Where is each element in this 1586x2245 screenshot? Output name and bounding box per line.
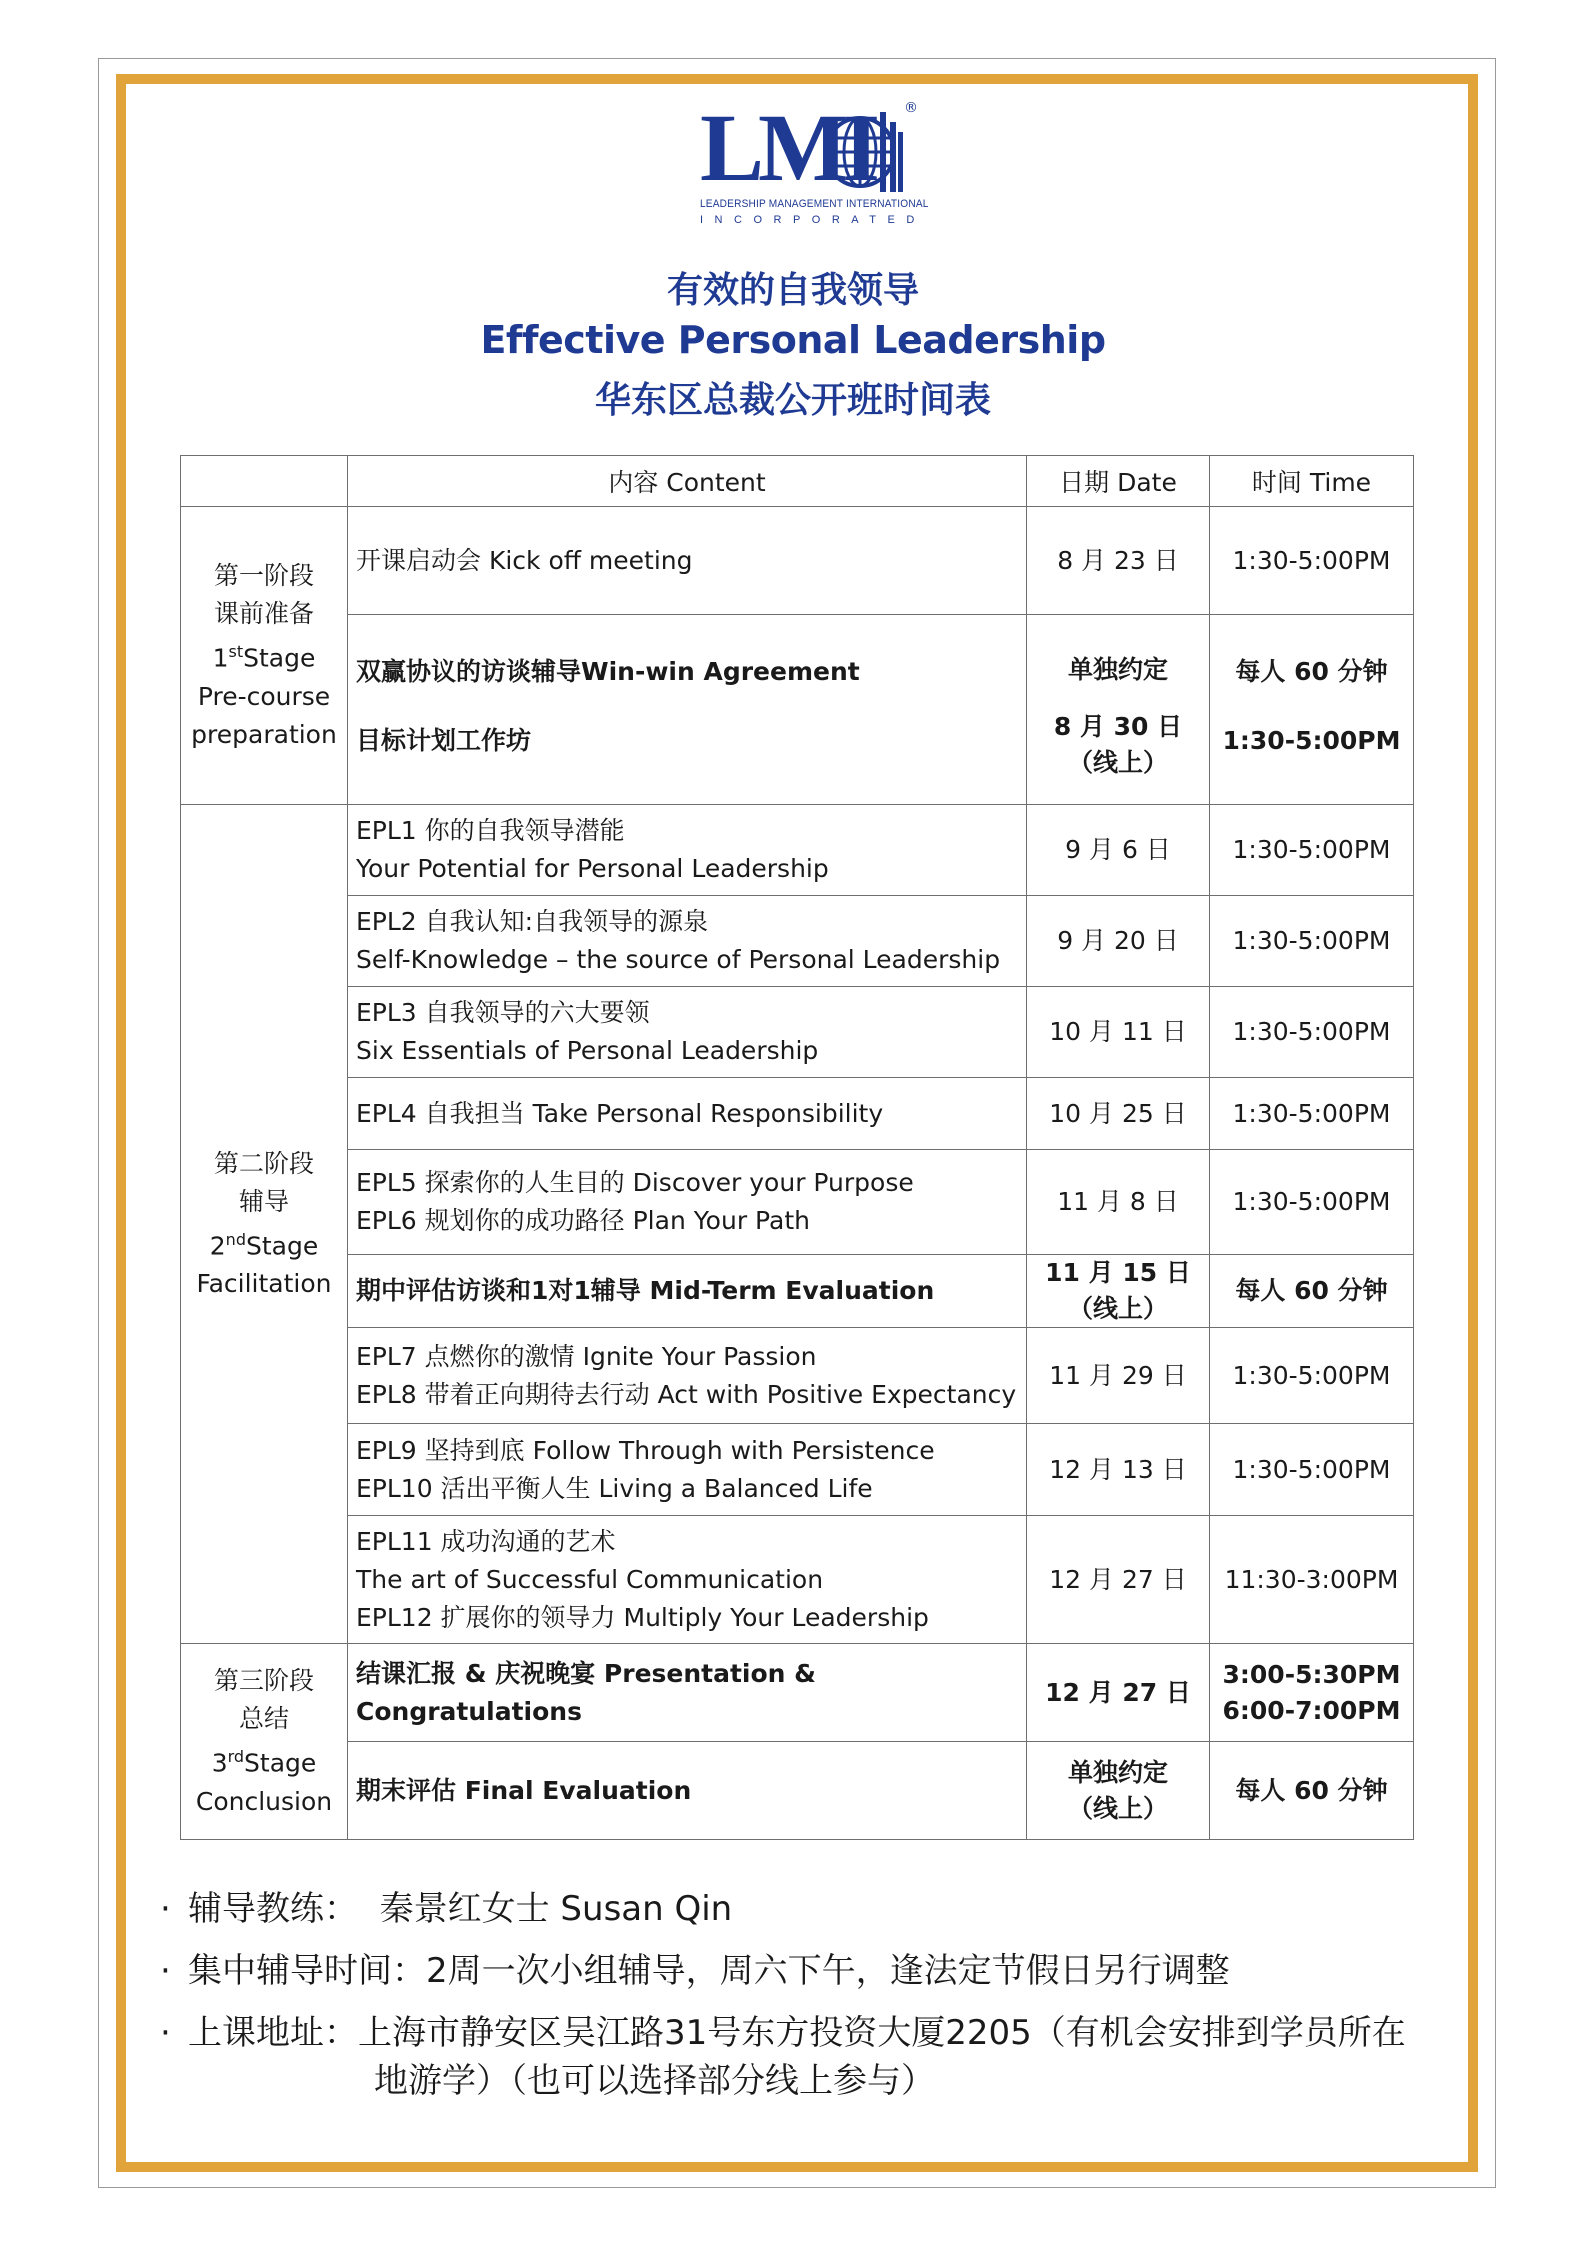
note-label: 上课地址： (188, 2013, 358, 2053)
table-row (181, 507, 1414, 615)
time-line: 1:30-5:00PM (1232, 1017, 1391, 1046)
content-line: Six Essentials of Personal Leadership (356, 1036, 819, 1065)
stage-3-cell (181, 1644, 348, 1840)
row-date (1027, 1328, 1210, 1424)
stage-word: Stage (245, 1231, 319, 1261)
time-line: 1:30-5:00PM (1232, 1454, 1391, 1484)
row-date (1027, 615, 1210, 805)
content-line: Your Potential for Personal Leadership (356, 854, 829, 883)
content-line: 期中评估访谈和1对1辅导 Mid-Term Evaluation (356, 1276, 935, 1305)
table-row (181, 805, 1414, 896)
content-line: EPL11 成功沟通的艺术 (356, 1526, 616, 1556)
row-time (1210, 1255, 1414, 1328)
stage-cn-desc: 课前准备 (213, 599, 314, 629)
table-row (181, 1328, 1414, 1424)
row-time (1210, 805, 1414, 896)
stage-1-cell (181, 507, 348, 805)
globe-icon (824, 108, 904, 194)
content-line: EPL6 规划你的成功路径 Plan Your Path (356, 1206, 810, 1235)
time-line: 每人 60 分钟 (1235, 656, 1388, 686)
row-content (348, 805, 1027, 896)
content-line: 目标计划工作坊 (356, 725, 532, 755)
note-label: 辅导教练： (188, 1889, 358, 1929)
row-content (348, 1255, 1027, 1328)
row-date (1027, 1516, 1210, 1644)
header-content: 内容 Content (348, 456, 1027, 507)
stage-cn-name: 第一阶段 (213, 561, 314, 591)
table-row (181, 615, 1414, 805)
content-line: EPL1 你的自我领导潜能 (356, 816, 625, 845)
row-content (348, 1644, 1027, 1742)
table-row (181, 1742, 1414, 1840)
bullet-icon: · (160, 2013, 171, 2053)
stage-cn-name: 第三阶段 (213, 1666, 314, 1696)
stage-en-desc2: preparation (191, 719, 337, 749)
content-line: 期末评估 Final Evaluation (356, 1775, 692, 1805)
header-date: 日期 Date (1027, 456, 1210, 507)
date-line: （线上） (1067, 1793, 1168, 1823)
content-line: Self-Knowledge – the source of Personal Leadership (356, 945, 1001, 974)
row-time (1210, 896, 1414, 987)
time-line: 每人 60 分钟 (1235, 1276, 1388, 1305)
content-line: EPL12 扩展你的领导力 Multiply Your Leadership (356, 1602, 929, 1632)
date-line: 单独约定 (1067, 1757, 1168, 1787)
stage-en-label (181, 633, 347, 677)
table-row (181, 1255, 1414, 1328)
stage-num: 2 (209, 1231, 226, 1261)
row-time (1210, 1150, 1414, 1255)
note-value: 2周一次小组辅导，周六下午，逢法定节假日另行调整 (426, 1951, 1230, 1991)
stage-word: Stage (244, 1748, 317, 1778)
stage-num: 1 (212, 643, 229, 673)
date-line: 11 月 29 日 (1049, 1360, 1187, 1390)
time-line: 11:30-3:00PM (1224, 1564, 1399, 1594)
row-time (1210, 1644, 1414, 1742)
note-schedule (160, 1947, 1406, 2009)
note-value-continued: 地游学）（也可以选择部分线上参与） (374, 2061, 935, 2101)
row-content (348, 507, 1027, 615)
content-line: EPL3 自我领导的六大要领 (356, 998, 650, 1027)
date-line: 单独约定 (1067, 654, 1168, 684)
stage-num: 3 (211, 1748, 228, 1778)
time-line: 1:30-5:00PM (1232, 926, 1391, 955)
table-row (181, 987, 1414, 1078)
row-content (348, 1424, 1027, 1516)
time-line: 每人 60 分钟 (1235, 1775, 1388, 1805)
row-date (1027, 1424, 1210, 1516)
bullet-icon: · (160, 1951, 171, 1991)
row-time (1210, 1516, 1414, 1644)
title-cn: 有效的自我领导 (666, 270, 919, 311)
bullet-icon: · (160, 1889, 171, 1929)
row-content (348, 615, 1027, 805)
time-line: 1:30-5:00PM (1232, 835, 1391, 864)
content-line: EPL8 带着正向期待去行动 Act with Positive Expectancy (356, 1379, 1017, 1409)
time-line: 1:30-5:00PM (1232, 1360, 1391, 1390)
row-content (348, 1078, 1027, 1150)
stage-suffix: nd (225, 1229, 246, 1249)
content-line: The art of Successful Communication (356, 1564, 824, 1594)
content-line: 双赢协议的访谈辅导Win-win Agreement (356, 656, 860, 686)
table-row (181, 1644, 1414, 1742)
stage-en-label (181, 1738, 347, 1782)
date-line: （线上） (1067, 747, 1168, 777)
date-line: 12 月 13 日 (1049, 1454, 1187, 1484)
time-line: 1:30-5:00PM (1232, 545, 1391, 575)
header-stage (181, 456, 348, 507)
date-line: 12 月 27 日 (1045, 1677, 1191, 1707)
date-line: 11 月 8 日 (1057, 1187, 1179, 1216)
date-line: 10 月 11 日 (1049, 1017, 1187, 1046)
row-time (1210, 987, 1414, 1078)
date-line: 10 月 25 日 (1049, 1098, 1187, 1128)
table-row (181, 1150, 1414, 1255)
row-time (1210, 507, 1414, 615)
date-line: （线上） (1067, 1294, 1168, 1323)
date-line: 9 月 20 日 (1057, 926, 1179, 955)
stage-2-cell (181, 805, 348, 1644)
row-date (1027, 1078, 1210, 1150)
row-date (1027, 1150, 1210, 1255)
row-content (348, 1742, 1027, 1840)
row-date (1027, 1644, 1210, 1742)
content-line: EPL9 坚持到底 Follow Through with Persistence (356, 1435, 935, 1465)
date-line: 8 月 23 日 (1057, 545, 1179, 575)
row-date (1027, 987, 1210, 1078)
date-line: 9 月 6 日 (1065, 835, 1171, 864)
row-content (348, 987, 1027, 1078)
content-line: EPL2 自我认知:自我领导的源泉 (356, 907, 709, 936)
notes-section (160, 1885, 1406, 2105)
note-value: 秦景红女士 Susan Qin (379, 1889, 733, 1929)
table-header-row (181, 456, 1414, 507)
logo-company-name: LEADERSHIP MANAGEMENT INTERNATIONAL (700, 198, 929, 210)
row-date (1027, 805, 1210, 896)
stage-cn-name: 第二阶段 (213, 1148, 314, 1178)
date-line: 11 月 15 日 (1045, 1258, 1191, 1287)
row-date (1027, 1742, 1210, 1840)
date-line: 12 月 27 日 (1049, 1564, 1187, 1594)
stage-en-desc1: Facilitation (196, 1269, 332, 1299)
schedule-table (180, 455, 1414, 1840)
row-date (1027, 507, 1210, 615)
stage-word: Stage (243, 643, 316, 673)
time-line: 1:30-5:00PM (1232, 1187, 1391, 1216)
time-line: 1:30-5:00PM (1222, 725, 1401, 755)
time-line: 3:00-5:30PM (1222, 1659, 1401, 1689)
stage-en-label (181, 1221, 347, 1265)
note-address (160, 2009, 1406, 2105)
time-line: 1:30-5:00PM (1232, 1098, 1391, 1128)
stage-cn-desc: 辅导 (238, 1186, 289, 1216)
row-time (1210, 1424, 1414, 1516)
logo-letters: LMI (700, 94, 874, 201)
logo-incorporated: INCORPORATED (700, 214, 926, 226)
row-time (1210, 1742, 1414, 1840)
registered-mark-icon: ® (904, 100, 918, 116)
row-time (1210, 615, 1414, 805)
content-line: EPL7 点燃你的激情 Ignite Your Passion (356, 1341, 817, 1371)
note-coach (160, 1885, 1406, 1947)
row-time (1210, 1078, 1414, 1150)
stage-en-desc1: Pre-course (197, 681, 331, 711)
row-time (1210, 1328, 1414, 1424)
content-line: EPL10 活出平衡人生 Living a Balanced Life (356, 1473, 873, 1503)
stage-cn-desc: 总结 (238, 1704, 289, 1734)
content-line: 结课汇报 & 庆祝晚宴 Presentation & Congratulations (356, 1658, 816, 1726)
row-content (348, 1150, 1027, 1255)
table-row (181, 1078, 1414, 1150)
table-row (181, 1516, 1414, 1644)
row-content (348, 1328, 1027, 1424)
lmi-logo (700, 94, 929, 230)
title-en: Effective Personal Leadership (480, 318, 1106, 362)
content-line: EPL5 探索你的人生目的 Discover your Purpose (356, 1168, 914, 1197)
stage-en-desc1: Conclusion (195, 1786, 333, 1816)
stage-suffix: rd (227, 1747, 245, 1767)
title-subtitle: 华东区总裁公开班时间表 (594, 380, 991, 421)
row-date (1027, 1255, 1210, 1328)
row-content (348, 896, 1027, 987)
table-row (181, 896, 1414, 987)
table-row (181, 1424, 1414, 1516)
time-line: 6:00-7:00PM (1222, 1695, 1401, 1725)
note-value: 上海市静安区吴江路31号东方投资大厦2205（有机会安排到学员所在 (358, 2013, 1406, 2053)
date-line: 8 月 30 日 (1053, 711, 1183, 741)
header-time: 时间 Time (1210, 456, 1414, 507)
row-date (1027, 896, 1210, 987)
content-line: EPL4 自我担当 Take Personal Responsibility (356, 1098, 884, 1128)
stage-suffix: st (228, 642, 244, 662)
content-line: 开课启动会 Kick off meeting (356, 545, 693, 575)
row-content (348, 1516, 1027, 1644)
note-label: 集中辅导时间： (188, 1951, 426, 1991)
